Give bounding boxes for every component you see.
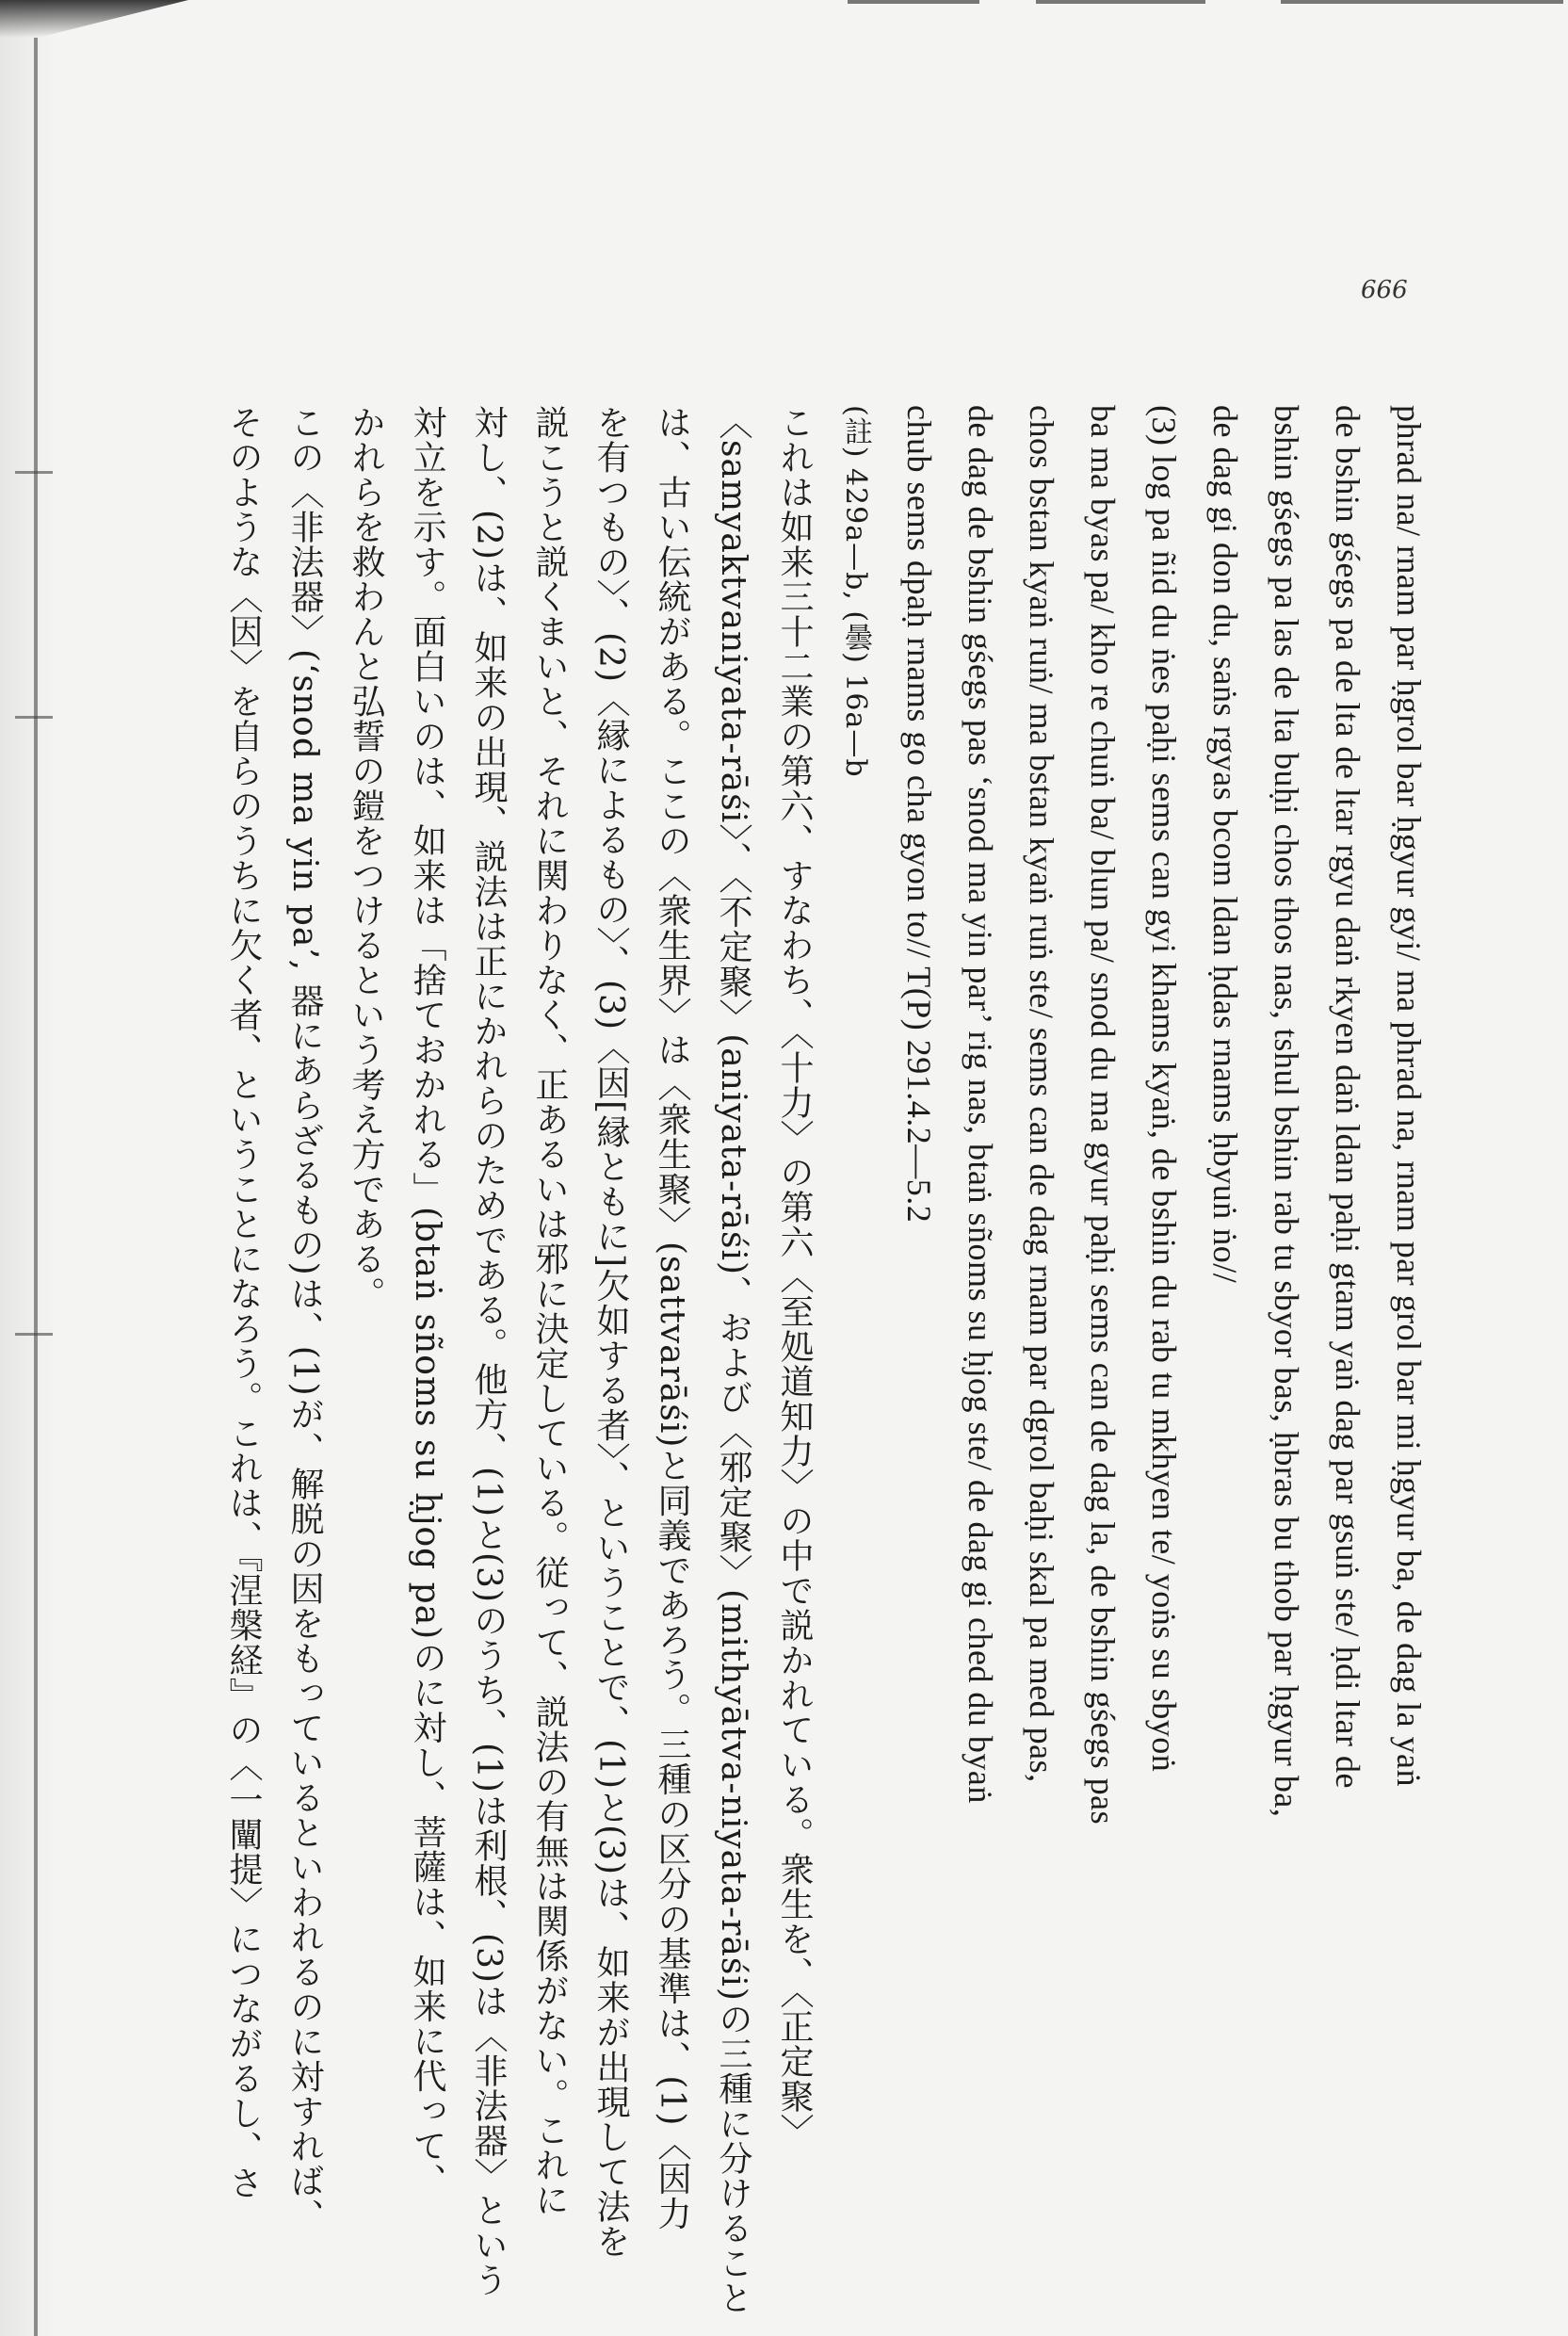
tibetan-line: chub sems dpaḥ rnams go cha gyon to// T(P) 291.4.2—5.2	[900, 405, 938, 1224]
tibetan-line: chos bstan kyaṅ ruṅ/ ma bstan kyaṅ ruṅ ste/ sems can de dag rnam par dgrol baḥi skal pa med pas,	[1023, 405, 1060, 1783]
top-edge-mark	[1281, 0, 1563, 4]
page-corner-shadow	[0, 0, 188, 38]
japanese-line: これは如来三十二業の第六、すなわち、〈十力〉の第六〈至処道知力〉の中で説かれている。衆生を、〈正定聚〉	[775, 405, 814, 2149]
japanese-line: 対立を示す。面白いのは、如来は「捨ておかれる」(btaṅ sñoms su ḥjog pa)のに対し、菩薩は、如来に代って、	[408, 405, 446, 2198]
tibetan-line: ba ma byas pa/ kho re chuṅ ba/ blun pa/ snod du ma gyur paḥi sems can de dag la, de bshin gśegs pas	[1084, 405, 1122, 1825]
japanese-line: は、古い伝統がある。ここの〈衆生界〉は〈衆生聚〉(sattvarāśi)と同義であろう。三種の区分の基準は、(1)〈因力	[653, 405, 691, 2231]
page-number: 666	[1361, 276, 1408, 304]
japanese-line: 説こうと説くまいと、それに関わりなく、正あるいは邪に決定している。従って、説法の有無は関係がない。これに	[530, 405, 569, 2217]
binding-tick	[15, 716, 53, 719]
tibetan-line: de dag gi don du, saṅs rgyas bcom ldan ḥdas rnams ḥbyuṅ ṅo//	[1206, 405, 1244, 1284]
japanese-line: かれらを救わんと弘誓の鎧をつけるという考え方である。	[347, 405, 385, 1311]
japanese-line: この〈非法器〉(‘snod ma yin pa’, 器にあらざるもの)は、(1)が、解脱の因をもっているといわれるのに対すれば、	[285, 405, 324, 2233]
top-edge-mark	[848, 0, 979, 4]
japanese-line: 対し、(2)は、如来の出現、説法は正にかれらのためである。他方、(1)と(3)のうち、(1)は利根、(3)は〈非法器〉という	[469, 405, 508, 2297]
japanese-line: 〈samyaktvaniyata-rāśi〉、〈不定聚〉(aniyata-rāśi)、および〈邪定聚〉(mithyātva-niyata-rāśi)の三種に分けること	[714, 405, 752, 2315]
tibetan-line: bshin gśegs pa las de lta buḥi chos thos nas, tshul bshin rab tu sbyor bas, ḥbras bu thob par ḥgyur ba,	[1268, 405, 1305, 1818]
book-binding-shadow	[0, 0, 57, 2336]
tibetan-line: de dag de bshin gśegs pas ‘snod ma yin par’ rig nas, btaṅ sñoms su ḥjog ste/ de dag gi ched du byaṅ	[962, 405, 999, 1804]
binding-tick	[15, 471, 53, 474]
note-reference: (註) 429a—b, (曇) 16a—b	[839, 405, 872, 778]
japanese-line: そのような〈因〉を自らのうちに欠く者、ということになろう。これは、『涅槃経』の〈一闡提〉につながるし、さ	[224, 405, 263, 2200]
top-edge-mark	[1036, 0, 1205, 4]
tibetan-line: de bshin gśegs pa de lta de ltar rgyu daṅ rkyen daṅ ldan paḥi gtam yaṅ dag par gsuṅ ste/ ḥdi ltar de	[1329, 405, 1366, 1789]
tibetan-line: phrad na/ rnam par ḥgrol bar ḥgyur gyi/ ma phrad na, rnam par grol bar mi ḥgyur ba, de dag la yaṅ	[1390, 405, 1428, 1788]
binding-edge	[34, 38, 38, 2336]
tibetan-line: (3) log pa ñid du ṅes paḥi sems can gyi khams kyaṅ, de bshin du rab tu mkhyen te/ yoṅs su sbyoṅ	[1145, 405, 1183, 1773]
japanese-line: を有つもの〉、(2)〈縁によるもの〉、(3)〈因[縁ともに]欠如する者〉、ということで、(1)と(3)は、如来が出現して法を	[591, 405, 630, 2260]
binding-tick	[15, 1333, 53, 1336]
